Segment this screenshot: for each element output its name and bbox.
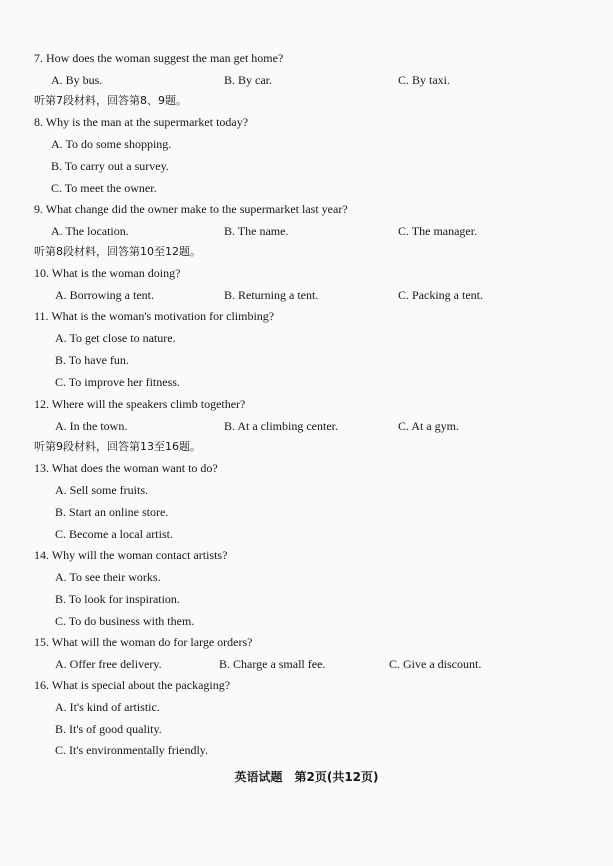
question-7-option-a: A. By bus. [51, 73, 103, 87]
question-8-stem: 8. Why is the man at the supermarket today? [34, 115, 249, 129]
question-12-stem: 12. Where will the speakers climb together? [34, 397, 246, 411]
question-7-option-c: C. By taxi. [398, 73, 451, 87]
question-9-stem: 9. What change did the owner make to the supermarket last year? [34, 202, 348, 216]
section-instruction-8: 听第8段材料，回答第10至12题。 [34, 245, 201, 258]
question-9-option-b: B. The name. [224, 224, 289, 238]
question-16-option-c: C. It's environmentally friendly. [55, 743, 209, 757]
question-12-option-b: B. At a climbing center. [224, 419, 338, 433]
question-12-option-c: C. At a gym. [398, 419, 460, 433]
question-10-stem: 10. What is the woman doing? [34, 266, 181, 280]
page-footer: 英语试题 第2页(共12页) [234, 770, 379, 784]
question-13-option-a: A. Sell some fruits. [55, 483, 148, 497]
question-11-option-c: C. To improve her fitness. [55, 375, 180, 389]
question-15-option-c: C. Give a discount. [389, 657, 482, 671]
question-15-option-b: B. Charge a small fee. [219, 657, 326, 671]
question-12-option-a: A. In the town. [55, 419, 128, 433]
question-14-option-a: A. To see their works. [55, 570, 161, 584]
question-16-option-a: A. It's kind of artistic. [55, 700, 160, 714]
question-14-option-b: B. To look for inspiration. [55, 592, 180, 606]
question-11-option-b: B. To have fun. [55, 353, 129, 367]
question-8-option-b: B. To carry out a survey. [51, 159, 169, 173]
question-13-stem: 13. What does the woman want to do? [34, 461, 218, 475]
question-13-option-c: C. Become a local artist. [55, 527, 173, 541]
question-11-option-a: A. To get close to nature. [55, 331, 176, 345]
question-15-stem: 15. What will the woman do for large orders? [34, 635, 253, 649]
question-13-option-b: B. Start an online store. [55, 505, 169, 519]
question-7-stem: 7. How does the woman suggest the man get home? [34, 51, 284, 65]
question-11-stem: 11. What is the woman's motivation for climbing? [34, 309, 275, 323]
question-10-option-a: A. Borrowing a tent. [55, 288, 154, 302]
question-9-option-c: C. The manager. [398, 224, 478, 238]
question-9-option-a: A. The location. [51, 224, 129, 238]
question-14-option-c: C. To do business with them. [55, 614, 195, 628]
section-instruction-7: 听第7段材料，回答第8、9题。 [34, 94, 187, 107]
question-16-stem: 16. What is special about the packaging? [34, 678, 231, 692]
question-16-option-b: B. It's of good quality. [55, 722, 162, 736]
question-8-option-a: A. To do some shopping. [51, 137, 172, 151]
question-7-option-b: B. By car. [224, 73, 272, 87]
section-instruction-9: 听第9段材料，回答第13至16题。 [34, 440, 201, 453]
question-15-option-a: A. Offer free delivery. [55, 657, 162, 671]
question-14-stem: 14. Why will the woman contact artists? [34, 548, 228, 562]
question-10-option-c: C. Packing a tent. [398, 288, 483, 302]
question-8-option-c: C. To meet the owner. [51, 181, 157, 195]
question-10-option-b: B. Returning a tent. [224, 288, 319, 302]
